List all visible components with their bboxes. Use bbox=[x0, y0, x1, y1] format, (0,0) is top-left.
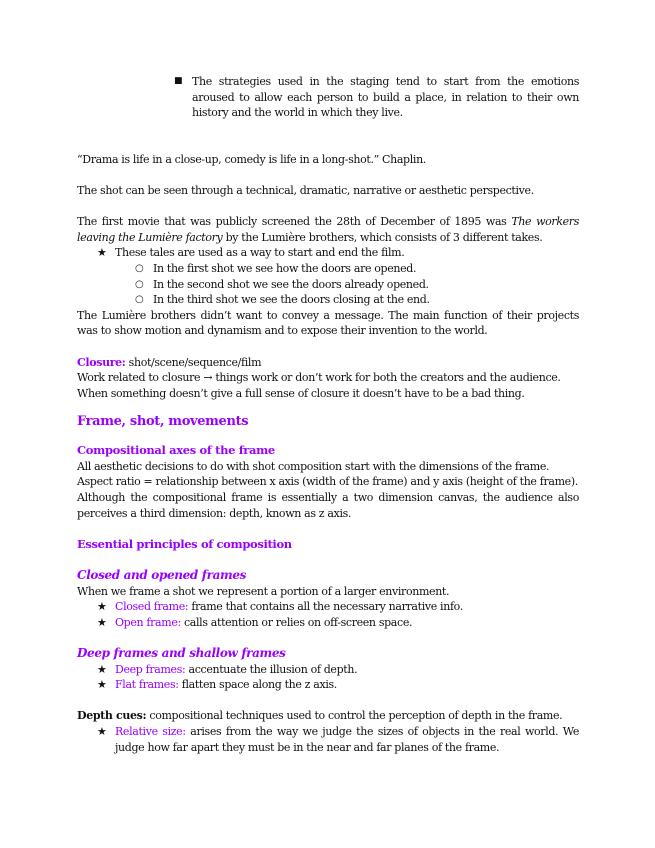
paragraph: Aspect ratio = relationship between x axis (width of the frame) and y axis (height of the frame). bbox=[77, 475, 578, 489]
depth-cues-label: Depth cues: bbox=[77, 709, 147, 723]
list-item bbox=[174, 74, 579, 121]
list-item bbox=[135, 292, 579, 308]
list-item-text: In the third shot we see the doors closing at the end. bbox=[153, 293, 430, 307]
square-bullet-icon: ■ bbox=[174, 76, 183, 86]
subheading: Essential principles of composition bbox=[77, 536, 292, 551]
list-item bbox=[135, 261, 579, 277]
list-item: ★ Open frame: calls attention or relies on off-screen space. bbox=[97, 615, 413, 629]
subheading: Compositional axes of the frame bbox=[77, 443, 275, 458]
circle-bullet-icon: ○ bbox=[135, 294, 144, 306]
circle-bullet-icon: ○ bbox=[135, 278, 144, 290]
list-item: ★ Closed frame: frame that contains all the necessary narrative info. bbox=[97, 600, 463, 614]
list-item-text: The strategies used in the staging tend to start from the emotions aroused to allow each person to build a place, in relation to their own history and the world in which they live. bbox=[192, 75, 579, 120]
list-item: ★ Flat frames: flatten space along the z axis. bbox=[97, 678, 337, 692]
list-item bbox=[97, 245, 579, 261]
paragraph: Although the compositional frame is essentially a two dimension canvas, the audience also perceives a third dimension: depth, known as z axis. bbox=[77, 491, 579, 520]
closure-label: Closure: bbox=[77, 355, 126, 369]
subheading: Closed and opened frames bbox=[77, 568, 247, 583]
movie-title: The workers leaving the Lumière factory bbox=[77, 215, 580, 244]
paragraph: Depth cues: compositional techniques used to control the perception of depth in the frame. bbox=[77, 709, 563, 723]
paragraph: Work related to closure → things work or don’t work for both the creators and the audience. bbox=[77, 371, 561, 385]
star-bullet-icon: ★ bbox=[97, 662, 107, 676]
term-label: Closed frame: bbox=[115, 600, 189, 614]
paragraph: The first movie that was publicly screened the 28th of December of 1895 was The workers leaving the Lumière factory by the Lumière brothers, which consists of 3 different takes. bbox=[77, 215, 580, 244]
paragraph: When something doesn’t give a full sense of closure it doesn’t have to be a bad thing. bbox=[77, 386, 525, 400]
list-item-text: In the second shot we see the doors already opened. bbox=[153, 277, 429, 291]
list-item-text: These tales are used as a way to start and end the film. bbox=[115, 246, 405, 260]
paragraph: The shot can be seen through a technical, dramatic, narrative or aesthetic perspective. bbox=[77, 183, 534, 197]
chaplin-quote: “Drama is life in a close-up, comedy is life in a long-shot.” Chaplin. bbox=[77, 152, 426, 166]
paragraph: All aesthetic decisions to do with shot composition start with the dimensions of the frame. bbox=[77, 459, 550, 473]
star-bullet-icon: ★ bbox=[97, 615, 107, 629]
circle-bullet-icon: ○ bbox=[135, 262, 144, 274]
star-bullet-icon: ★ bbox=[97, 246, 107, 260]
star-bullet-icon: ★ bbox=[97, 600, 107, 614]
list-item bbox=[135, 277, 579, 293]
star-bullet-icon: ★ bbox=[97, 678, 107, 692]
subheading: Deep frames and shallow frames bbox=[77, 646, 286, 660]
paragraph: Closure: shot/scene/sequence/film bbox=[77, 355, 262, 369]
paragraph: When we frame a shot we represent a portion of a larger environment. bbox=[77, 584, 450, 598]
term-label: Flat frames: bbox=[115, 678, 179, 692]
list-item-text: In the first shot we see how the doors are opened. bbox=[153, 261, 417, 275]
term-label: Relative size: bbox=[115, 724, 186, 738]
term-label: Deep frames: bbox=[115, 662, 186, 676]
section-heading: Frame, shot, movements bbox=[77, 414, 249, 430]
list-item: ★ Relative size: arises from the way we judge the sizes of objects in the real world. We judge how far apart they must be in the near and far planes of the frame. bbox=[97, 724, 579, 754]
paragraph: The Lumière brothers didn’t want to convey a message. The main function of their projects was to show motion and dynamism and to expose their invention to the world. bbox=[77, 308, 579, 338]
star-bullet-icon: ★ bbox=[97, 724, 107, 738]
document-page bbox=[77, 74, 579, 755]
list-item: ★ Deep frames: accentuate the illusion of depth. bbox=[97, 662, 358, 676]
term-label: Open frame: bbox=[115, 615, 181, 629]
